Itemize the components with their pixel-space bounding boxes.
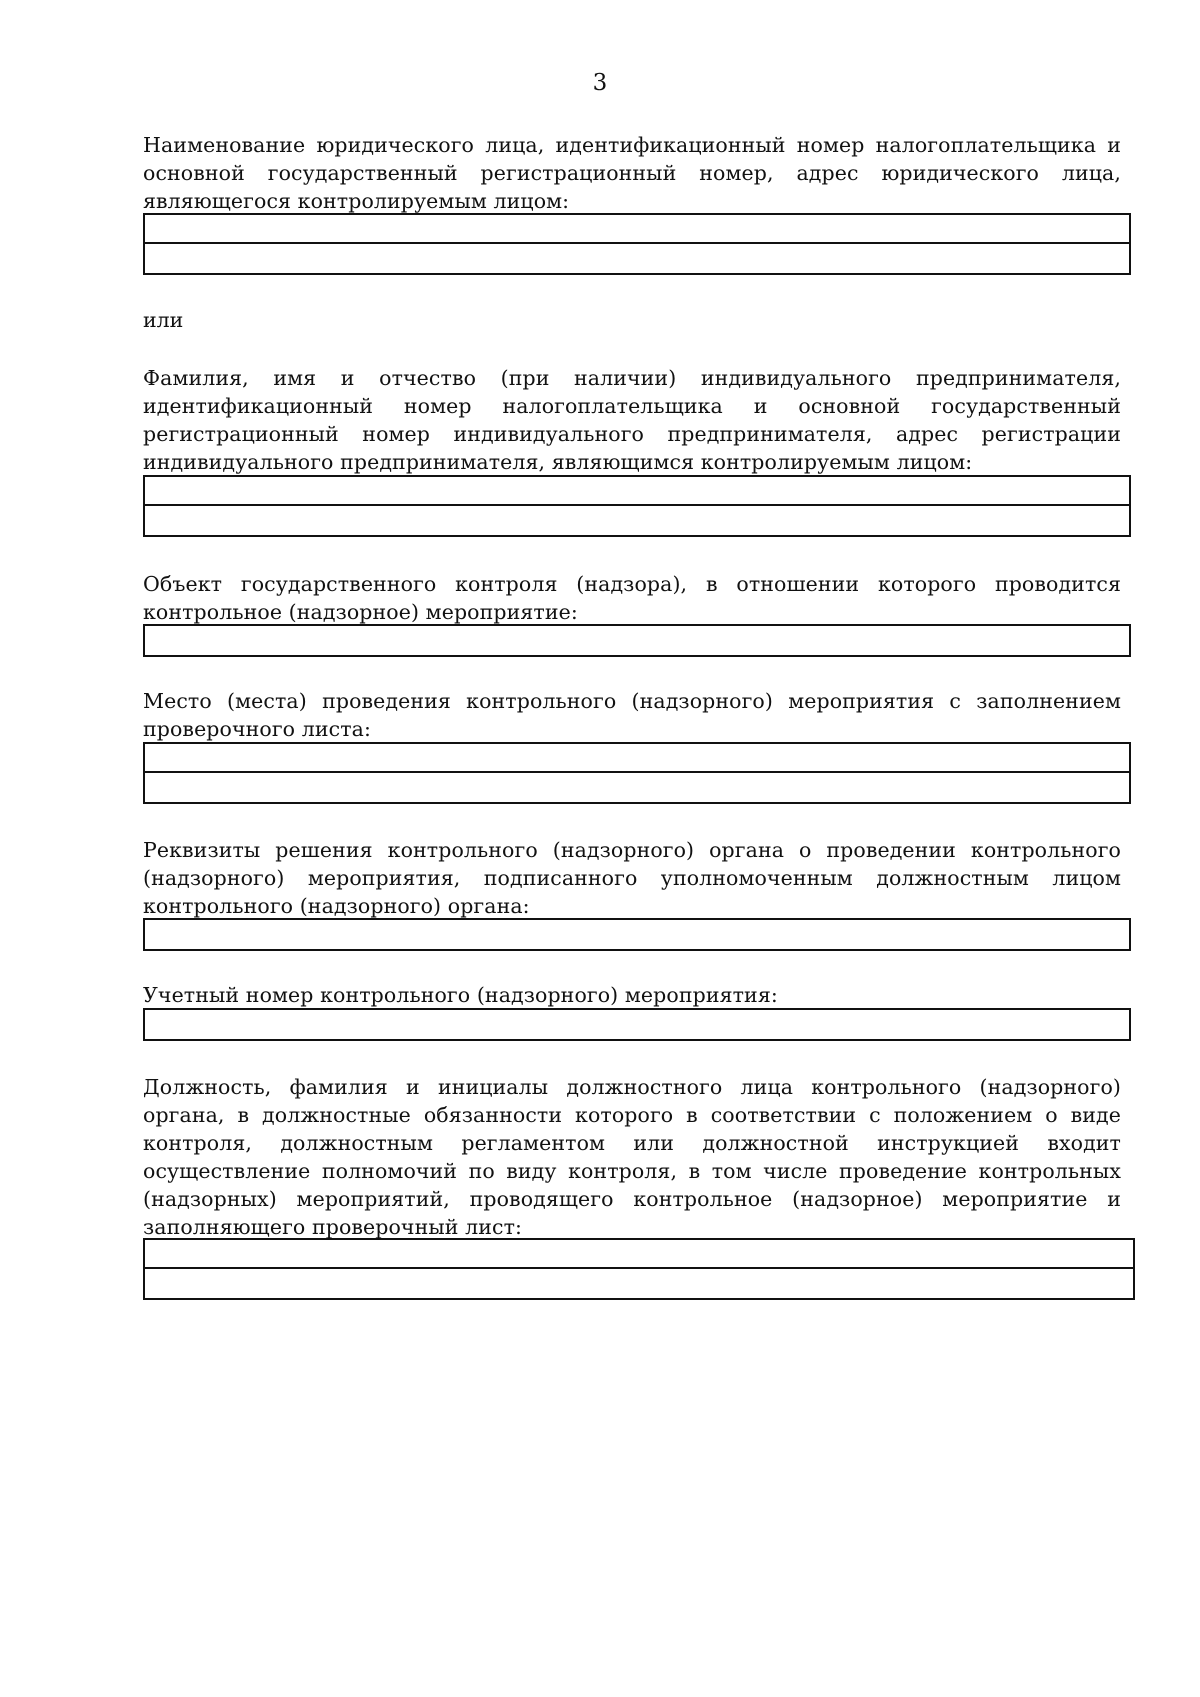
page-number: 3 [592, 70, 608, 96]
individual-entrepreneur-label: Фамилия, имя и отчество (при наличии) индивидуального предпринимателя, идентификационный номер налогоплательщика и основной государственный регистрационный номер индивидуального предпринимателя, адрес регистрации индивидуального предпринимателя, являющимся контролируемым лицом: [143, 366, 1121, 474]
individual-entrepreneur-input-line-2[interactable] [145, 506, 1129, 535]
individual-entrepreneur-field [143, 475, 1131, 537]
official-field [143, 1238, 1135, 1300]
individual-entrepreneur-input-line-1[interactable] [145, 477, 1129, 506]
legal-entity-field [143, 213, 1131, 275]
inspection-place-input-line-2[interactable] [145, 773, 1129, 802]
official-input-line-1[interactable] [145, 1240, 1133, 1269]
control-object-field [143, 624, 1131, 657]
legal-entity-input-line-1[interactable] [145, 215, 1129, 244]
legal-entity-input-line-2[interactable] [145, 244, 1129, 273]
control-object-label: Объект государственного контроля (надзора), в отношении которого проводится контрольное (надзорное) мероприятие: [143, 572, 1121, 624]
registration-number-field [143, 1008, 1131, 1041]
legal-entity-label: Наименование юридического лица, идентификационный номер налогоплательщика и основной государственный регистрационный номер, адрес юридического лица, являющегося контролируемым лицом: [143, 133, 1121, 213]
inspection-place-label: Место (места) проведения контрольного (надзорного) мероприятия с заполнением проверочного листа: [143, 689, 1121, 741]
official-label: Должность, фамилия и инициалы должностного лица контрольного (надзорного) органа, в должностные обязанности которого в соответствии с положением о виде контроля, должностным регламентом или должностной инструкцией входит осуществление полномочий по виду контроля, в том числе проведение контрольных (надзорных) мероприятий, проводящего контрольное (надзорное) мероприятие и заполняющего проверочный лист: [143, 1075, 1121, 1239]
inspection-place-input-line-1[interactable] [145, 744, 1129, 773]
decision-details-label: Реквизиты решения контрольного (надзорного) органа о проведении контрольного (надзорного) мероприятия, подписанного уполномоченным должностным лицом контрольного (надзорного) органа: [143, 838, 1121, 918]
inspection-place-field [143, 742, 1131, 804]
registration-number-input-line-1[interactable] [145, 1010, 1129, 1039]
registration-number-label: Учетный номер контрольного (надзорного) мероприятия: [143, 983, 778, 1007]
control-object-input-line-1[interactable] [145, 626, 1129, 655]
decision-details-field [143, 918, 1131, 951]
or-separator: или [143, 308, 184, 332]
official-input-line-2[interactable] [145, 1269, 1133, 1298]
decision-details-input-line-1[interactable] [145, 920, 1129, 949]
